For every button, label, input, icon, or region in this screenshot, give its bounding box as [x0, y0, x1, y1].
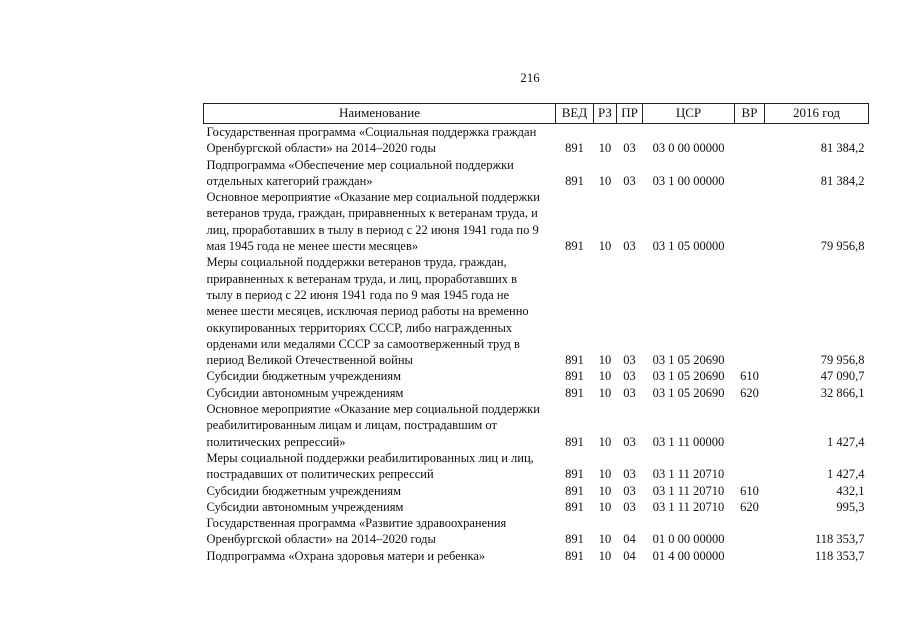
cell-rz: 10: [598, 483, 612, 498]
header-csr: ЦСР: [643, 104, 735, 124]
name-line: Государственная программа «Социальная поддержка граждан: [206, 125, 537, 139]
table-row: [204, 548, 869, 564]
name-line: пострадавших от политических репрессий: [206, 467, 434, 482]
cell-pr: 03: [623, 499, 636, 514]
cell-name: [204, 548, 556, 564]
table-row: [204, 157, 869, 190]
cell-rz: 10: [598, 369, 612, 384]
cell-ved: 891: [565, 369, 584, 384]
cell-vr: 610: [740, 483, 759, 498]
cell-csr: 03 1 05 20690: [652, 353, 725, 368]
name-line: Основное мероприятие «Оказание мер социальной поддержки: [206, 190, 540, 205]
table-row: [204, 189, 869, 254]
table-header: [204, 104, 869, 124]
table-row: [204, 385, 869, 401]
table-row: [204, 483, 869, 499]
cell-ved: 891: [565, 434, 584, 449]
name-line: оккупированных территориях СССР, либо награжденных: [206, 320, 513, 335]
cell-name: [204, 515, 556, 548]
cell-csr: 03 0 00 00000: [652, 141, 725, 156]
name-line: менее шести месяцев, исключая период работы на временно: [206, 304, 529, 319]
cell-name: [204, 157, 556, 190]
name-line: приравненных к ветеранам труда, и лиц, проработавших в: [206, 271, 517, 286]
name-line: мая 1945 года не менее шести месяцев»: [206, 239, 419, 254]
cell-name: [204, 450, 556, 483]
cell-pr: 03: [623, 483, 636, 498]
name-line: Меры социальной поддержки реабилитированных лиц и лиц,: [206, 450, 534, 465]
cell-pr: 04: [623, 548, 636, 563]
cell-pr: 03: [623, 353, 636, 368]
name-line: Основное мероприятие «Оказание мер социальной поддержки: [206, 402, 540, 417]
cell-csr: 03 1 11 20710: [652, 483, 725, 498]
cell-name: [204, 499, 556, 515]
cell-rz: 10: [598, 173, 612, 188]
cell-ved: 891: [565, 483, 584, 498]
cell-rz: 10: [598, 239, 612, 254]
cell-name: [204, 368, 556, 384]
cell-csr: 03 1 11 20710: [652, 499, 725, 514]
name-line: Меры социальной поддержки ветеранов труда, граждан,: [206, 255, 507, 270]
cell-csr: 03 1 11 20710: [652, 467, 725, 482]
cell-csr: 03 1 05 00000: [652, 239, 725, 254]
header-ved: ВЕД: [556, 104, 594, 124]
cell-pr: 03: [623, 239, 636, 254]
header-pr: ПР: [617, 104, 643, 124]
cell-csr: 03 1 11 00000: [652, 434, 725, 449]
cell-csr: 03 1 05 20690: [652, 369, 725, 384]
cell-sum: 79 956,8: [820, 353, 865, 368]
table-row: [204, 368, 869, 384]
cell-csr: 03 1 05 20690: [652, 385, 725, 400]
cell-vr: [735, 254, 765, 368]
name-line: Государственная программа «Развитие здравоохранения: [206, 516, 507, 531]
cell-rz: 10: [598, 467, 612, 482]
cell-name: [204, 401, 556, 450]
cell-vr: [735, 401, 765, 450]
name-line: Оренбургской области» на 2014–2020 годы: [206, 141, 436, 156]
cell-sum: 432,1: [836, 483, 865, 498]
cell-rz: 10: [598, 141, 612, 156]
cell-vr: [735, 548, 765, 564]
table-row: [204, 499, 869, 515]
cell-vr: [735, 157, 765, 190]
name-line: ветеранов труда, граждан, приравненных к ветеранам труда, и: [206, 206, 538, 221]
cell-vr: 610: [740, 369, 759, 384]
name-line: Субсидии бюджетным учреждениям: [206, 483, 402, 498]
name-line: отдельных категорий граждан»: [206, 173, 373, 188]
header-rz: РЗ: [594, 104, 617, 124]
cell-sum: 995,3: [836, 499, 865, 514]
cell-sum: 81 384,2: [820, 141, 865, 156]
cell-sum: 1 427,4: [827, 434, 865, 449]
cell-vr: 620: [740, 385, 759, 400]
cell-ved: 891: [565, 173, 584, 188]
name-line: орденами или медалями СССР за самоотверженный труд в: [206, 336, 520, 351]
name-line: период Великой Отечественной войны: [206, 353, 413, 368]
table-row: [204, 515, 869, 548]
header-vr: ВР: [735, 104, 765, 124]
table-row: [204, 254, 869, 368]
cell-name: [204, 483, 556, 499]
cell-pr: 03: [623, 434, 636, 449]
name-line: Субсидии автономным учреждениям: [206, 385, 404, 400]
cell-ved: 891: [565, 499, 584, 514]
cell-ved: 891: [565, 385, 584, 400]
cell-sum: 47 090,7: [820, 369, 865, 384]
name-line: политических репрессий»: [206, 434, 346, 449]
cell-ved: 891: [565, 141, 584, 156]
budget-table: [203, 103, 869, 564]
table-body: [204, 124, 869, 565]
cell-name: [204, 124, 556, 157]
cell-sum: 1 427,4: [827, 467, 865, 482]
cell-vr: [735, 515, 765, 548]
cell-name: [204, 189, 556, 254]
name-line: Субсидии автономным учреждениям: [206, 499, 404, 514]
cell-rz: 10: [598, 353, 612, 368]
cell-csr: 01 0 00 00000: [652, 532, 725, 547]
cell-rz: 10: [598, 385, 612, 400]
name-line: лиц, проработавших в тылу в период с 22 июня 1941 года по 9: [206, 222, 539, 237]
name-line: Субсидии бюджетным учреждениям: [206, 369, 402, 384]
cell-sum: 118 353,7: [814, 548, 865, 563]
cell-vr: [735, 450, 765, 483]
cell-csr: 01 4 00 00000: [652, 548, 725, 563]
cell-rz: 10: [598, 434, 612, 449]
cell-vr: [735, 189, 765, 254]
cell-pr: 03: [623, 385, 636, 400]
cell-pr: 03: [623, 141, 636, 156]
cell-rz: 10: [598, 499, 612, 514]
cell-pr: 03: [623, 369, 636, 384]
cell-pr: 03: [623, 467, 636, 482]
name-line: Подпрограмма «Обеспечение мер социальной поддержки: [206, 157, 514, 172]
name-line: Оренбургской области» на 2014–2020 годы: [206, 532, 436, 547]
name-line: реабилитированным лицам и лицам, пострадавшим от: [206, 418, 497, 433]
cell-rz: 10: [598, 532, 612, 547]
cell-ved: 891: [565, 467, 584, 482]
cell-vr: 620: [740, 499, 759, 514]
name-line: Подпрограмма «Охрана здоровья матери и ребенка»: [206, 548, 486, 563]
cell-rz: 10: [598, 548, 612, 563]
cell-name: [204, 385, 556, 401]
table-row: [204, 450, 869, 483]
cell-pr: 03: [623, 173, 636, 188]
cell-ved: 891: [565, 239, 584, 254]
cell-csr: 03 1 00 00000: [652, 173, 725, 188]
table-row: [204, 401, 869, 450]
cell-sum: 32 866,1: [820, 385, 865, 400]
table-row: [204, 124, 869, 157]
cell-pr: 04: [623, 532, 636, 547]
cell-ved: 891: [565, 548, 584, 563]
header-sum: 2016 год: [765, 104, 869, 124]
cell-ved: 891: [565, 353, 584, 368]
header-name: Наименование: [204, 104, 556, 124]
header-row: [204, 104, 869, 124]
cell-sum: 79 956,8: [820, 239, 865, 254]
cell-name: [204, 254, 556, 368]
page-number: 216: [520, 70, 540, 85]
cell-vr: [735, 124, 765, 157]
cell-sum: 118 353,7: [814, 532, 865, 547]
name-line: тылу в период с 22 июня 1941 года по 9 мая 1945 года не: [206, 287, 510, 302]
cell-sum: 81 384,2: [820, 173, 865, 188]
cell-ved: 891: [565, 532, 584, 547]
